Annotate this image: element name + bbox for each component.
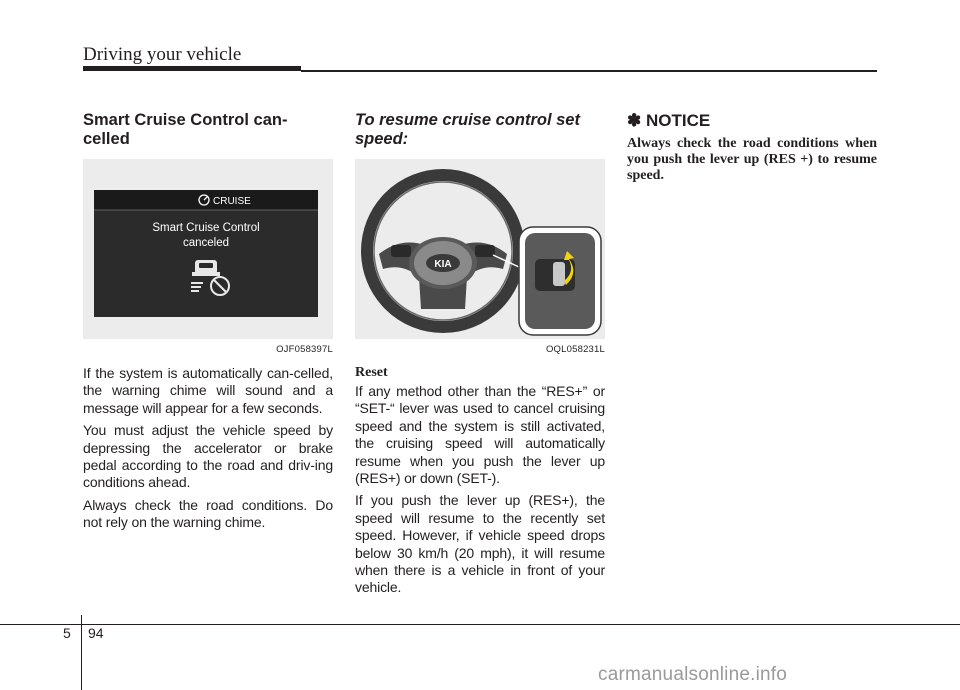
page-number: 94 xyxy=(88,625,104,641)
figure-steering-wheel xyxy=(355,159,605,339)
footer-rule xyxy=(0,624,960,625)
section-heading-cancelled: Smart Cruise Control can- celled xyxy=(83,111,288,148)
section-number: 5 xyxy=(63,625,71,641)
figure-cluster-display xyxy=(83,159,333,339)
subheading-reset: Reset xyxy=(355,365,388,380)
notice-icon: ✽ xyxy=(627,111,642,130)
cluster-display-illustration xyxy=(83,159,333,339)
paragraph: Always check the road conditions. Do not rely on the warning chime. xyxy=(83,496,333,531)
paragraph: If the system is automatically can-celled, the warning chime will sound and a message will appear for a few seconds. xyxy=(83,365,333,416)
column-notice xyxy=(627,111,877,185)
column-smart-cruise-cancelled xyxy=(83,111,333,537)
section-heading-resume: To resume cruise control set speed: xyxy=(355,111,580,148)
footer-tick xyxy=(81,615,82,690)
cluster-message-line1: Smart Cruise Control xyxy=(152,222,260,234)
notice-body: Always check the road conditions when you push the lever up (RES +) to resume speed. xyxy=(627,136,877,184)
page-header-title: Driving your vehicle xyxy=(83,44,242,65)
watermark: carmanualsonline.info xyxy=(598,664,788,685)
notice-heading xyxy=(627,111,877,131)
cruise-title: CRUISE xyxy=(213,196,251,207)
steering-wheel-illustration xyxy=(355,159,605,339)
figure-code: OQL058231L xyxy=(545,344,605,355)
column-resume-cruise xyxy=(355,111,605,602)
paragraph: You must adjust the vehicle speed by depressing the accelerator or brake pedal according to the road and driv-ing conditions ahead. xyxy=(83,422,333,491)
steering-wheel-icon xyxy=(367,175,519,327)
figure-code: OJF058397L xyxy=(276,344,333,355)
header-bar xyxy=(83,66,301,71)
notice-title: NOTICE xyxy=(645,111,711,130)
lever-zoom-inset xyxy=(519,227,601,335)
kia-logo: KIA xyxy=(434,259,452,270)
paragraph: If you push the lever up (RES+), the speed will resume to the recently set speed. However, if vehicle speed drops below 30 km/h (20 mph), it will resume when there is a vehicle in front of your vehicle. xyxy=(355,492,605,596)
paragraph: If any method other than the “RES+” or “SET-“ lever was used to cancel cruising speed and the system is still activated, the cruising speed will automatically resume when you push the lever up (RES+) or down (SET-). xyxy=(355,383,605,487)
header-rule xyxy=(301,70,877,72)
cluster-message-line2: canceled xyxy=(182,237,230,249)
